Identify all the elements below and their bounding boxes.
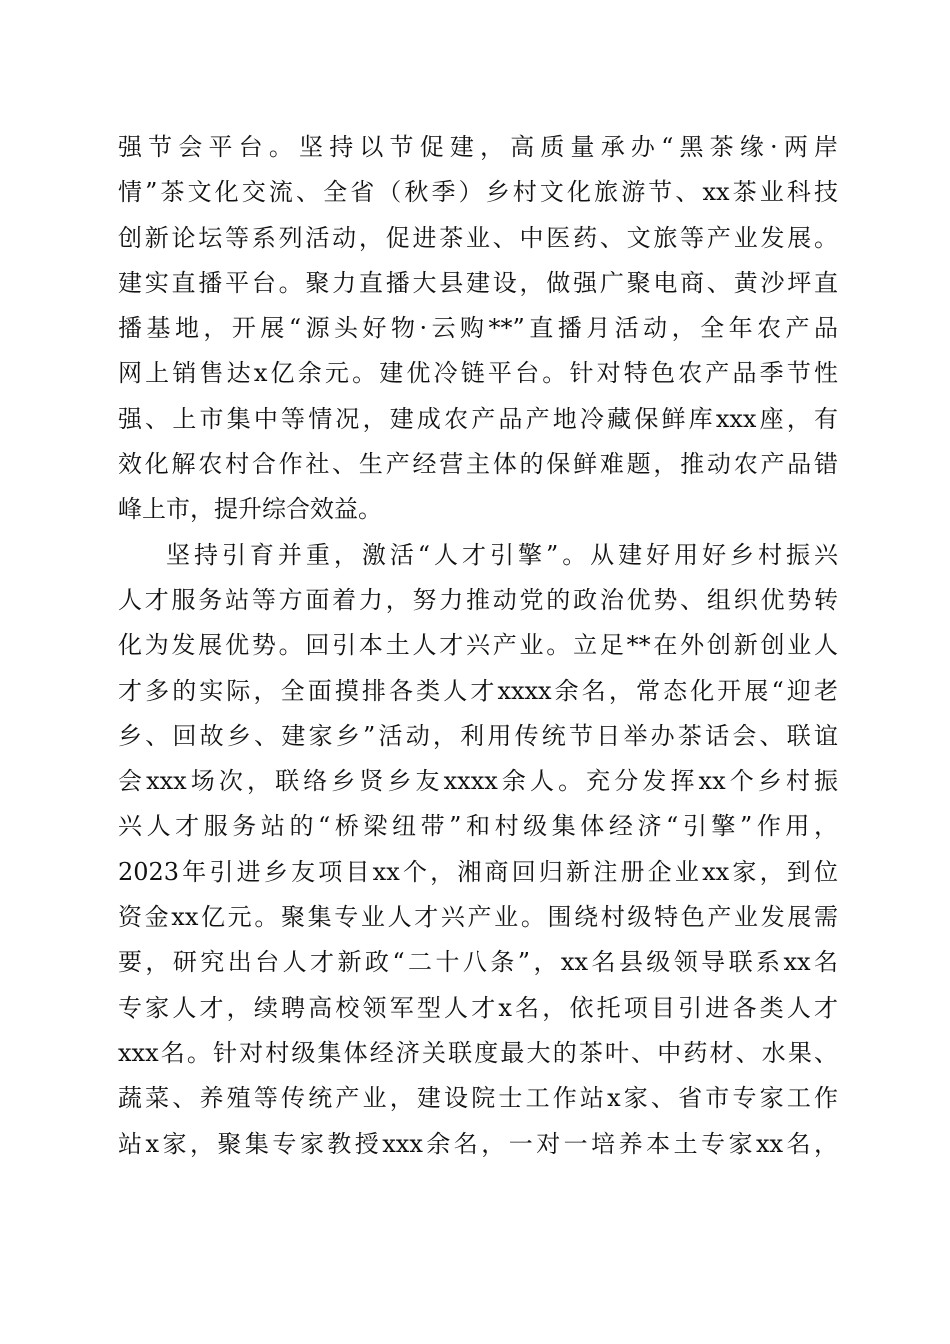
text-line: 坚持引育并重，激活“人才引擎”。从建好用好乡村振兴 [166,540,838,569]
text-line: 乡、回故乡、建家乡”活动，利用传统节日举办茶话会、联谊 [118,721,838,750]
paragraph-talent [118,533,838,1167]
text-line: 播基地，开展“源头好物·云购**”直播月活动，全年农产品 [118,314,838,343]
text-line: 情”茶文化交流、全省（秋季）乡村文化旅游节、xx茶业科技 [118,178,838,207]
body-text [118,125,838,1167]
text-line: 强、上市集中等情况，建成农产品产地冷藏保鲜库xxx座，有 [118,404,838,433]
text-line: 人才服务站等方面着力，努力推动党的政治优势、组织优势转 [118,585,838,614]
text-line: 网上销售达x亿余元。建优冷链平台。针对特色农产品季节性 [118,359,838,388]
text-line: 建实直播平台。聚力直播大县建设，做强广聚电商、黄沙坪直 [118,268,838,297]
text-line: 才多的实际，全面摸排各类人才xxxx余名，常态化开展“迎老 [118,676,838,705]
text-line: 专家人才，续聘高校领军型人才x名，依托项目引进各类人才 [118,993,838,1022]
text-line: 资金xx亿元。聚集专业人才兴产业。围绕村级特色产业发展需 [118,903,838,932]
text-line: 创新论坛等系列活动，促进茶业、中医药、文旅等产业发展。 [118,223,838,252]
text-line: 化为发展优势。回引本土人才兴产业。立足**在外创新创业人 [118,631,838,660]
text-line: 蔬菜、养殖等传统产业，建设院士工作站x家、省市专家工作 [118,1084,838,1113]
paragraph-platforms [118,125,838,533]
text-line: 峰上市，提升综合效益。 [118,495,382,524]
text-line: xxx名。针对村级集体经济关联度最大的茶叶、中药材、水果、 [118,1038,838,1067]
text-line: 兴人才服务站的“桥梁纽带”和村级集体经济“引擎”作用， [118,812,838,841]
text-line: 效化解农村合作社、生产经营主体的保鲜难题，推动农产品错 [118,450,838,479]
text-line: 2023年引进乡友项目xx个，湘商回归新注册企业xx家，到位 [118,857,838,886]
text-line: 站x家，聚集专家教授xxx余名，一对一培养本土专家xx名， [118,1129,838,1158]
text-line: 要，研究出台人才新政“二十八条”，xx名县级领导联系xx名 [118,948,838,977]
text-line: 强节会平台。坚持以节促建，高质量承办“黑茶缘·两岸 [118,133,838,161]
text-line: 会xxx场次，联络乡贤乡友xxxx余人。充分发挥xx个乡村振 [118,767,838,796]
